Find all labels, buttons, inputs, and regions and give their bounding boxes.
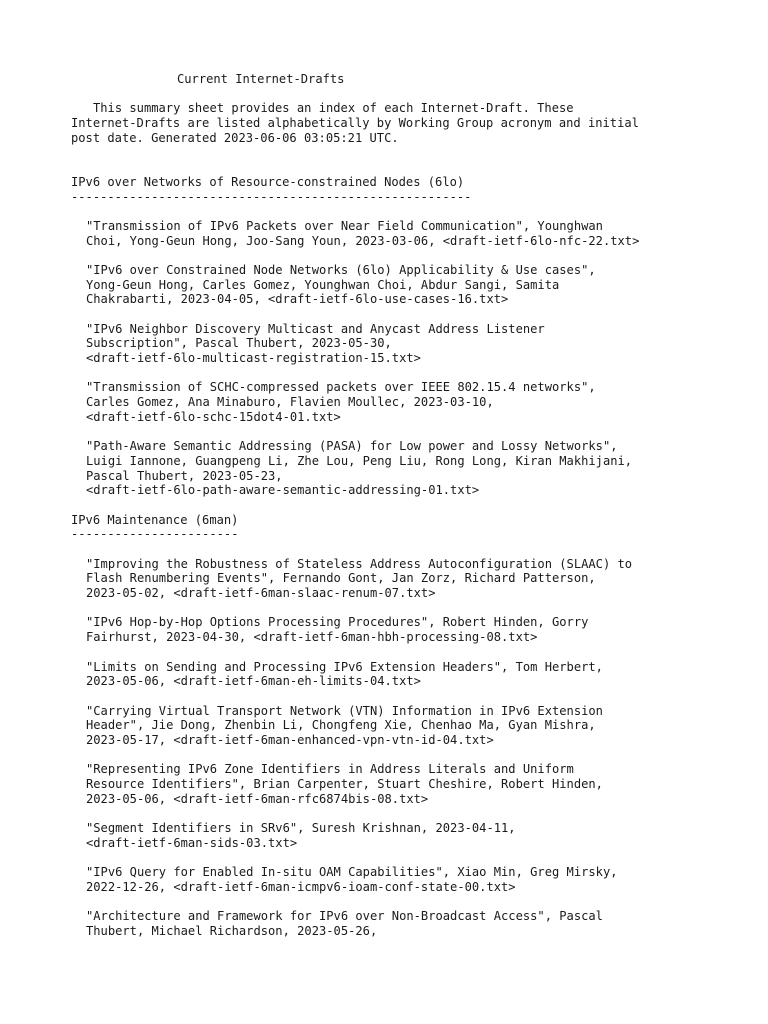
draft-entry-line: Yong-Geun Hong, Carles Gomez, Younghwan Choi, Abdur Sangi, Samita: [86, 277, 560, 292]
working-group-heading: IPv6 over Networks of Resource-constrained Nodes (6lo): [71, 174, 465, 189]
draft-entry: [71, 909, 761, 938]
draft-entry: [71, 439, 761, 498]
draft-entry: [71, 821, 761, 850]
draft-entry: [71, 322, 761, 366]
draft-entry-line: Resource Identifiers", Brian Carpenter, Stuart Cheshire, Robert Hinden,: [86, 777, 603, 791]
draft-entry-line: Pascal Thubert, 2023-05-23,: [86, 468, 283, 483]
spacer: [71, 87, 761, 102]
draft-entry-line: 2023-05-06, <draft-ietf-6man-eh-limits-04.txt>: [86, 674, 421, 689]
draft-entry-line: <draft-ietf-6lo-path-aware-semantic-addressing-01.txt>: [86, 483, 480, 498]
draft-entry: [71, 219, 761, 248]
draft-entry-line: "Transmission of SCHC-compressed packets over IEEE 802.15.4 networks",: [86, 380, 596, 395]
spacer: [71, 748, 761, 763]
spacer: [71, 204, 761, 219]
draft-entry-line: Flash Renumbering Events", Fernando Gont, Jan Zorz, Richard Patterson,: [86, 571, 596, 586]
draft-entry-line: "Limits on Sending and Processing IPv6 Extension Headers", Tom Herbert,: [86, 659, 603, 674]
draft-entry-line: 2022-12-26, <draft-ietf-6man-icmpv6-ioam-conf-state-00.txt>: [86, 879, 516, 894]
spacer: [71, 601, 761, 616]
draft-entry-line: "IPv6 Neighbor Discovery Multicast and Anycast Address Listener: [86, 321, 545, 336]
spacer: [71, 425, 761, 440]
spacer: [71, 806, 761, 821]
draft-entry: [71, 615, 761, 644]
draft-entry-line: Fairhurst, 2023-04-30, <draft-ietf-6man-hbh-processing-08.txt>: [86, 630, 538, 645]
draft-entry-line: Thubert, Michael Richardson, 2023-05-26,: [86, 923, 378, 938]
intro-line: post date. Generated 2023-06-06 03:05:21 UTC.: [71, 130, 399, 145]
draft-entry-line: 2023-05-02, <draft-ietf-6man-slaac-renum-07.txt>: [86, 586, 436, 601]
working-group-section: [71, 175, 761, 513]
draft-entry: [71, 865, 761, 894]
spacer: [71, 160, 761, 175]
draft-entry-line: "Carrying Virtual Transport Network (VTN) Information in IPv6 Extension: [86, 703, 603, 718]
draft-entry: [71, 263, 761, 307]
spacer: [71, 145, 761, 160]
draft-entry-line: Luigi Iannone, Guangpeng Li, Zhe Lou, Peng Liu, Rong Long, Kiran Makhijani,: [86, 453, 633, 468]
draft-entry-line: "Representing IPv6 Zone Identifiers in Address Literals and Uniform: [86, 762, 574, 777]
draft-entry-line: Header", Jie Dong, Zhenbin Li, Chongfeng Xie, Chenhao Ma, Gyan Mishra,: [86, 718, 596, 733]
draft-entry-line: "Improving the Robustness of Stateless Address Autoconfiguration (SLAAC) to: [86, 556, 633, 571]
spacer: [71, 645, 761, 660]
draft-entry-line: Chakrabarti, 2023-04-05, <draft-ietf-6lo-use-cases-16.txt>: [86, 292, 509, 307]
working-group-list: [71, 175, 761, 939]
document-page: [71, 72, 761, 939]
spacer: [71, 498, 761, 513]
draft-entry-line: "Architecture and Framework for IPv6 over Non-Broadcast Access", Pascal: [86, 909, 603, 924]
draft-entry-line: "Segment Identifiers in SRv6", Suresh Krishnan, 2023-04-11,: [86, 821, 516, 836]
draft-entry: [71, 762, 761, 806]
draft-entry-line: Subscription", Pascal Thubert, 2023-05-30,: [86, 336, 392, 351]
spacer: [71, 850, 761, 865]
draft-entry-line: "IPv6 Hop-by-Hop Options Processing Procedures", Robert Hinden, Gorry: [86, 615, 589, 630]
draft-entry-line: 2023-05-17, <draft-ietf-6man-enhanced-vpn-vtn-id-04.txt>: [86, 732, 494, 747]
spacer: [71, 895, 761, 910]
spacer: [71, 689, 761, 704]
draft-entry-line: Choi, Yong-Geun Hong, Joo-Sang Youn, 2023-03-06, <draft-ietf-6lo-nfc-22.txt>: [86, 233, 640, 248]
draft-entry-line: "Transmission of IPv6 Packets over Near Field Communication", Younghwan: [86, 218, 603, 233]
draft-entry: [71, 380, 761, 424]
draft-entry: [71, 704, 761, 748]
spacer: [71, 248, 761, 263]
draft-entry-line: <draft-ietf-6lo-multicast-registration-15.txt>: [86, 351, 421, 366]
intro-paragraph: [71, 101, 761, 145]
spacer: [71, 307, 761, 322]
working-group-heading: IPv6 Maintenance (6man): [71, 512, 239, 527]
draft-entry-line: "IPv6 Query for Enabled In-situ OAM Capabilities", Xiao Min, Greg Mirsky,: [86, 865, 618, 880]
draft-entry-line: <draft-ietf-6man-sids-03.txt>: [86, 835, 298, 850]
spacer: [71, 366, 761, 381]
document-title: Current Internet-Drafts: [177, 72, 345, 86]
working-group-section: [71, 513, 761, 939]
draft-entry: [71, 660, 761, 689]
heading-underline: -----------------------: [71, 527, 239, 542]
draft-entry-line: 2023-05-06, <draft-ietf-6man-rfc6874bis-08.txt>: [86, 791, 429, 806]
heading-underline: -------------------------------------------------------: [71, 189, 472, 204]
draft-entry: [71, 557, 761, 601]
draft-entry-line: "Path-Aware Semantic Addressing (PASA) for Low power and Lossy Networks",: [86, 439, 618, 454]
draft-entry-line: "IPv6 over Constrained Node Networks (6lo) Applicability & Use cases",: [86, 262, 596, 277]
spacer: [71, 542, 761, 557]
draft-entry-line: <draft-ietf-6lo-schc-15dot4-01.txt>: [86, 409, 341, 424]
intro-line: This summary sheet provides an index of each Internet-Draft. These: [93, 101, 574, 116]
intro-line: Internet-Drafts are listed alphabetically by Working Group acronym and initial: [71, 116, 639, 131]
draft-entry-line: Carles Gomez, Ana Minaburo, Flavien Moullec, 2023-03-10,: [86, 395, 494, 410]
